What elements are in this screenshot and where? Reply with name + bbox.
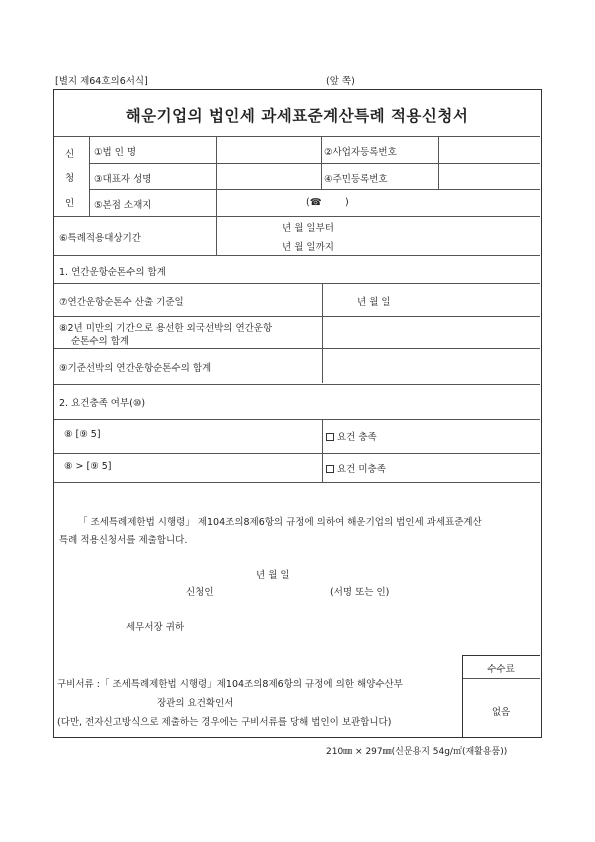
item8-label: ⑧2년 미만의 기간으로 용선한 외국선박의 연간운항 xyxy=(59,323,273,334)
attachments-text: 구비서류 :「 조세특례제한법 시행령」제104조의8제6항의 규정에 의한 해양수산부 xyxy=(57,679,403,690)
condition-1: ⑧ [⑨ 5] xyxy=(64,429,101,440)
applicant-label-char: 신 xyxy=(65,149,75,160)
phone-close-paren: ) xyxy=(345,197,349,208)
divider xyxy=(54,419,540,420)
divider xyxy=(89,136,90,216)
divider xyxy=(54,316,540,317)
form-title: 해운기업의 법인세 과세표준계산특례 적용신청서 xyxy=(125,107,469,125)
business-name-label: ①법 인 명 xyxy=(94,147,137,158)
base-date-label: ⑦연간운항순톤수 산출 기준일 xyxy=(59,297,184,308)
applicant-sign-label: 신청인 xyxy=(186,587,214,598)
declaration-text: 「 조세특례제한법 시행령」 제104조의8제6항의 규정에 의하여 해운기업의 법인세 과세표준계산 xyxy=(78,517,482,528)
paper-spec: 210㎜ × 297㎜(신문용지 54g/㎡(재활용품)) xyxy=(326,747,508,757)
declaration-date: 년 월 일 xyxy=(256,570,290,581)
attachments-note: (다만, 전자신고방식으로 제출하는 경우에는 구비서류를 당해 법인이 보관합니다) xyxy=(57,717,392,728)
period-to: 년 월 일까지 xyxy=(282,242,334,253)
base-date-value: 년 월 일 xyxy=(357,297,391,308)
divider xyxy=(321,136,322,189)
item9-label: ⑨기준선박의 연간운항순톤수의 합계 xyxy=(59,363,212,374)
divider xyxy=(54,482,540,483)
divider xyxy=(322,419,323,482)
resident-reg-no-label: ④주민등록번호 xyxy=(324,174,388,185)
item8-label-cont: 순톤수의 합계 xyxy=(71,336,130,347)
business-reg-no-label: ②사업자등록번호 xyxy=(324,147,397,158)
page-side-label: (앞 쪽) xyxy=(326,76,355,87)
section1-heading: 1. 연간운항순톤수의 합계 xyxy=(59,267,166,278)
requirement-unmet-label: 요건 미충족 xyxy=(337,464,386,475)
divider xyxy=(89,189,540,190)
form-number: [별지 제64호의6서식] xyxy=(55,76,148,87)
period-from: 년 월 일부터 xyxy=(282,223,334,234)
checkbox-met[interactable] xyxy=(326,433,334,441)
fee-label: 수수료 xyxy=(487,664,515,675)
attachments-text-cont: 장관의 요건확인서 xyxy=(157,698,234,709)
requirement-met-label: 요건 충족 xyxy=(337,432,377,443)
applicant-label-char: 인 xyxy=(65,198,75,209)
divider xyxy=(54,216,540,217)
divider xyxy=(438,136,439,189)
divider xyxy=(54,453,540,454)
declaration-text-cont: 특례 적용신청서를 제출합니다. xyxy=(59,535,188,546)
divider xyxy=(216,136,217,189)
divider xyxy=(54,348,540,349)
representative-label: ③대표자 성명 xyxy=(94,174,152,185)
section2-heading: 2. 요건충족 여부(⑩) xyxy=(59,398,146,409)
divider xyxy=(462,678,540,679)
phone-icon: (☎ xyxy=(306,197,322,208)
fee-value: 없음 xyxy=(491,707,511,718)
divider xyxy=(216,216,217,255)
head-office-label: ⑤본점 소재지 xyxy=(94,200,152,211)
requirement-met-option[interactable] xyxy=(326,429,377,443)
recipient: 세무서장 귀하 xyxy=(126,622,185,633)
application-form xyxy=(53,89,542,738)
period-label: ⑥특례적용대상기간 xyxy=(59,233,141,244)
applicant-label-char: 청 xyxy=(65,173,75,184)
divider xyxy=(462,655,540,656)
divider xyxy=(89,163,540,164)
signature-placeholder: (서명 또는 인) xyxy=(330,587,390,598)
divider xyxy=(54,136,540,137)
divider xyxy=(54,384,540,385)
requirement-unmet-option[interactable] xyxy=(326,461,386,475)
divider xyxy=(54,255,540,256)
divider xyxy=(322,283,323,383)
condition-2: ⑧ > [⑨ 5] xyxy=(64,461,112,472)
divider xyxy=(216,189,217,216)
checkbox-unmet[interactable] xyxy=(326,465,334,473)
divider xyxy=(54,283,540,284)
